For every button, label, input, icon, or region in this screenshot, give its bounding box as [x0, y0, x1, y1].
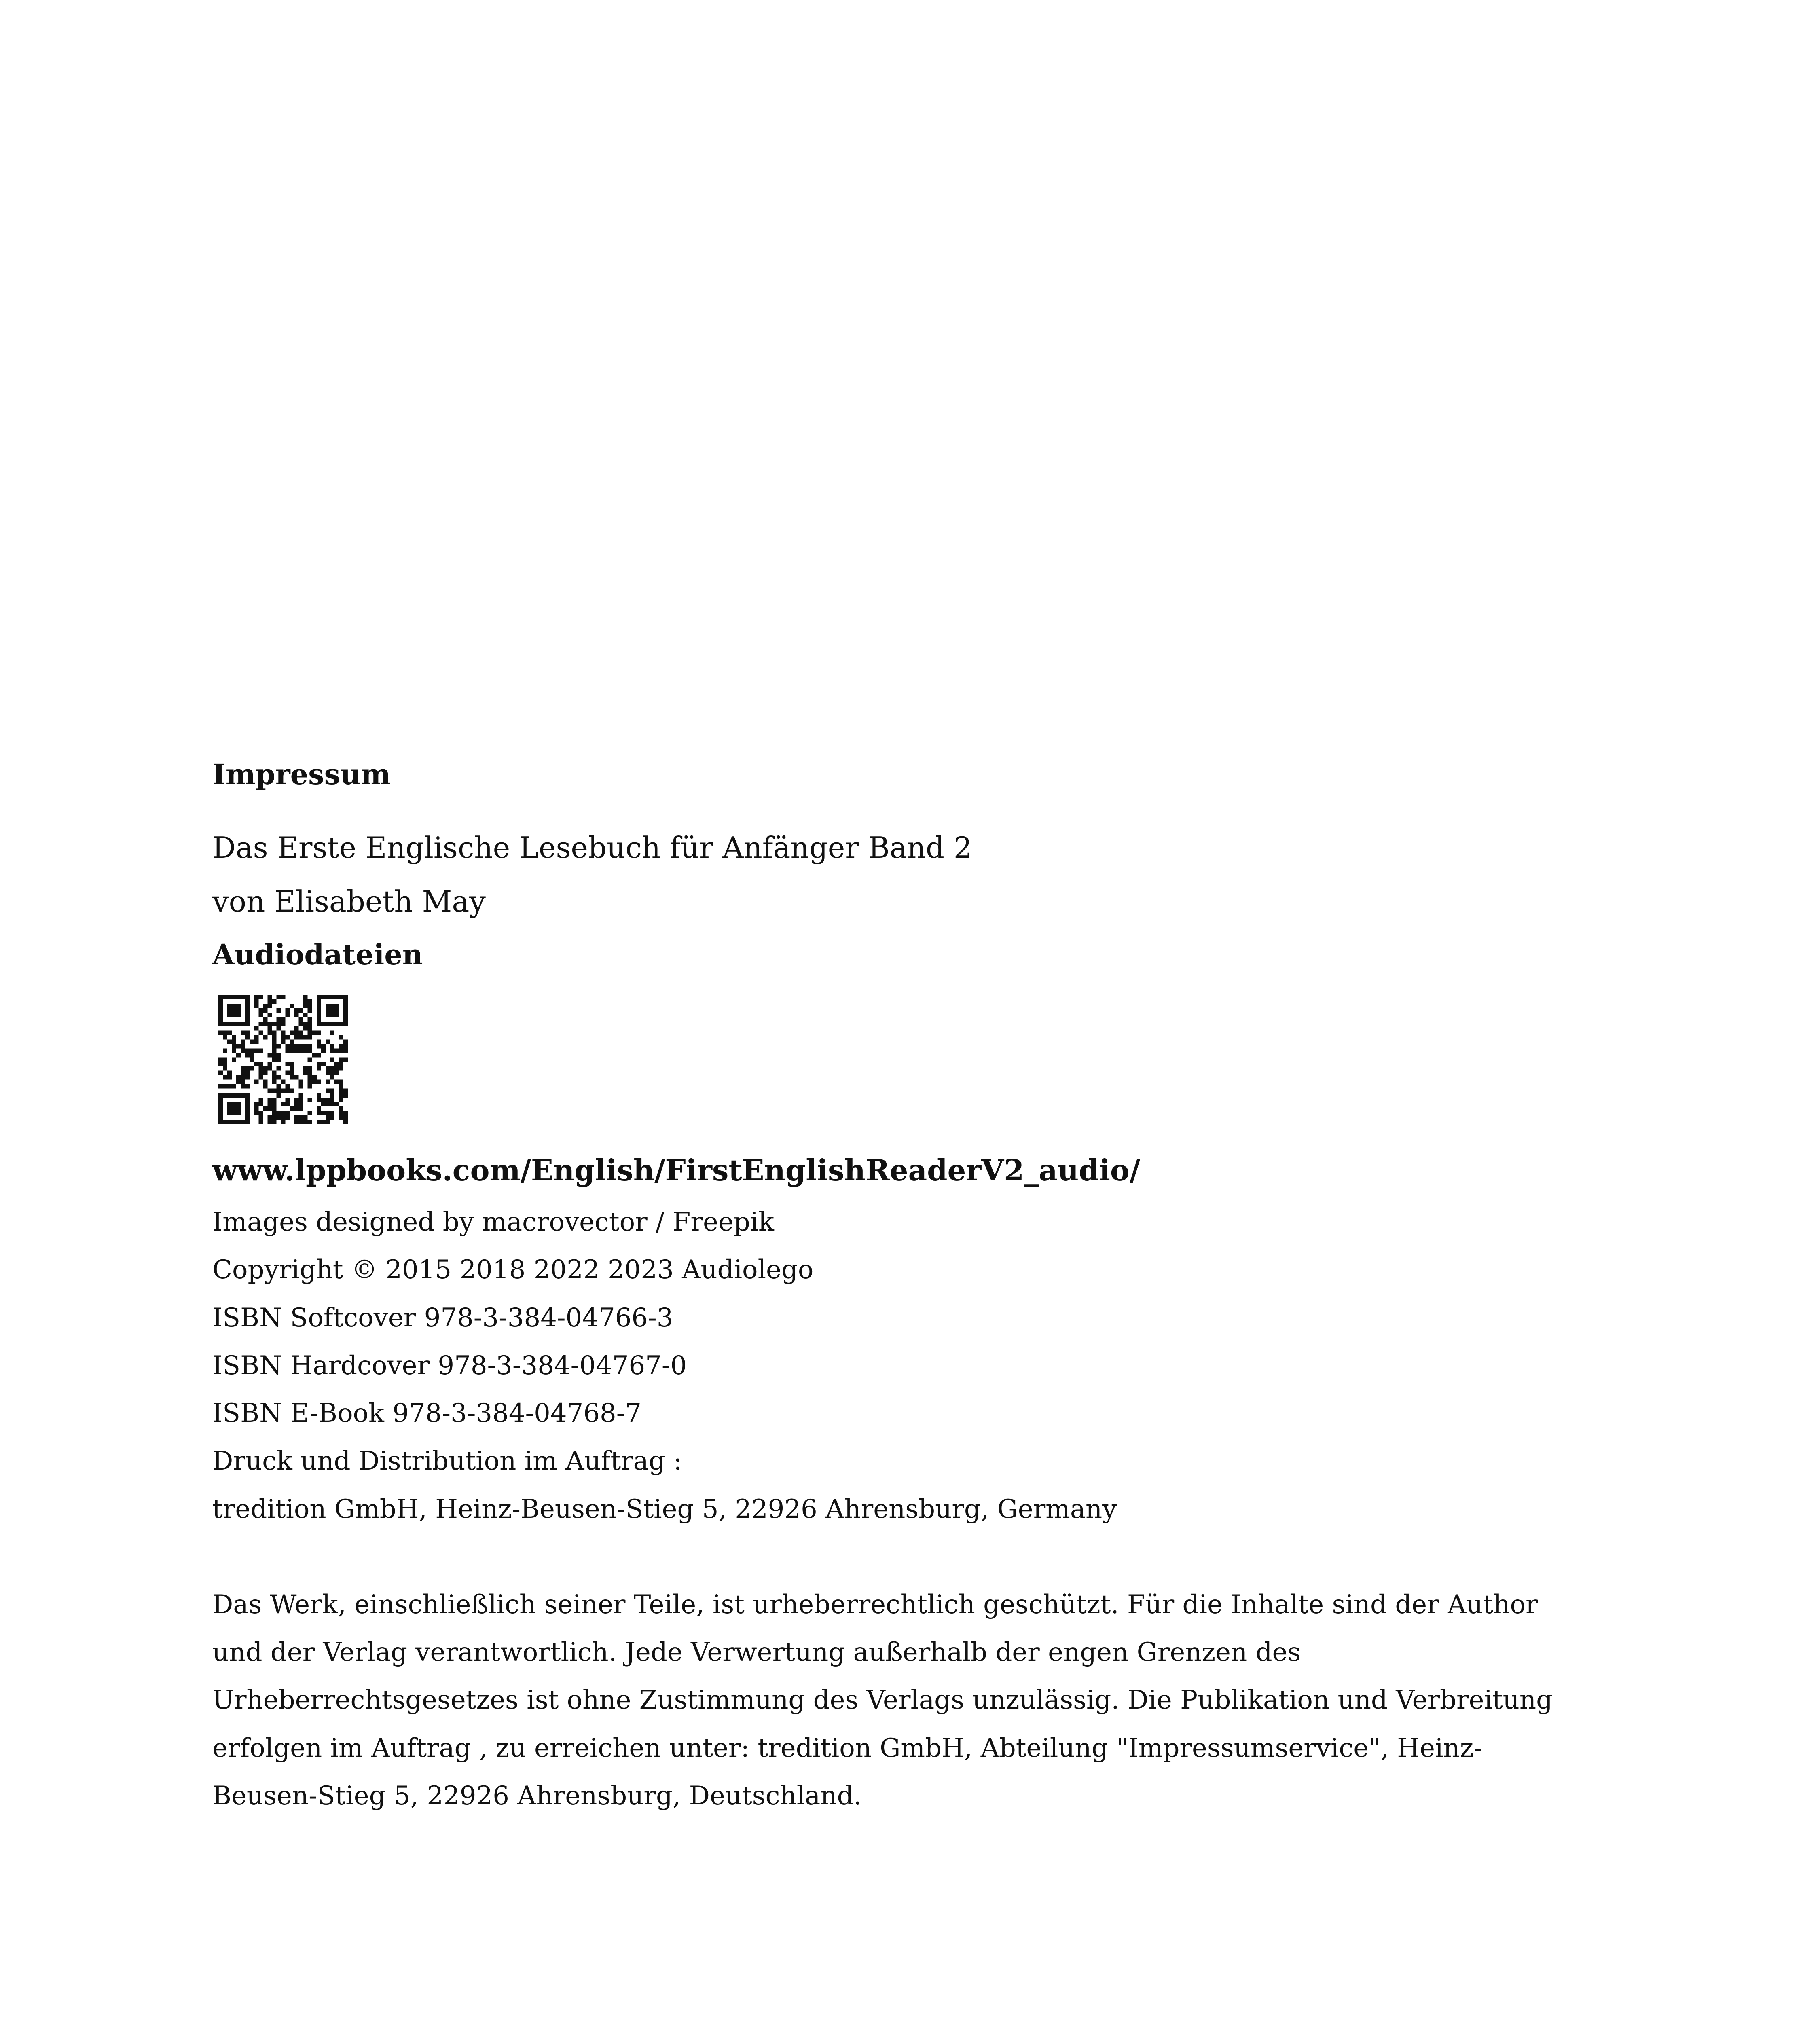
images-credit: Images designed by macrovector / Freepik — [212, 1207, 774, 1237]
legal-notice-line: Beusen-Stieg 5, 22926 Ahrensburg, Deutschland. — [212, 1781, 862, 1811]
impressum-heading: Impressum — [212, 757, 391, 791]
legal-notice-line: Das Werk, einschließlich seiner Teile, ist urheberrechtlich geschützt. Für die Inhalte sind der Author — [212, 1590, 1538, 1620]
isbn-ebook: ISBN E-Book 978-3-384-04768-7 — [212, 1398, 642, 1428]
isbn-hardcover: ISBN Hardcover 978-3-384-04767-0 — [212, 1351, 687, 1381]
audio-url-link[interactable]: www.lppbooks.com/English/FirstEnglishReaderV2_audio/ — [212, 1153, 1141, 1187]
qr-code-icon — [218, 995, 348, 1124]
book-title: Das Erste Englische Lesebuch für Anfänger Band 2 — [212, 831, 972, 865]
copyright-line: Copyright © 2015 2018 2022 2023 Audiolego — [212, 1255, 814, 1285]
author-line: von Elisabeth May — [212, 884, 486, 918]
legal-notice-line: und der Verlag verantwortlich. Jede Verwertung außerhalb der engen Grenzen des — [212, 1637, 1301, 1667]
audio-heading: Audiodateien — [212, 938, 423, 971]
publisher-address: tredition GmbH, Heinz-Beusen-Stieg 5, 22926 Ahrensburg, Germany — [212, 1494, 1117, 1524]
legal-notice-line: Urheberrechtsgesetzes ist ohne Zustimmung des Verlags unzulässig. Die Publikation und Verbreitung — [212, 1685, 1553, 1715]
print-distribution: Druck und Distribution im Auftrag : — [212, 1446, 682, 1476]
isbn-softcover: ISBN Softcover 978-3-384-04766-3 — [212, 1303, 673, 1333]
legal-notice-line: erfolgen im Auftrag , zu erreichen unter: tredition GmbH, Abteilung "Impressumservice", Heinz- — [212, 1733, 1482, 1763]
